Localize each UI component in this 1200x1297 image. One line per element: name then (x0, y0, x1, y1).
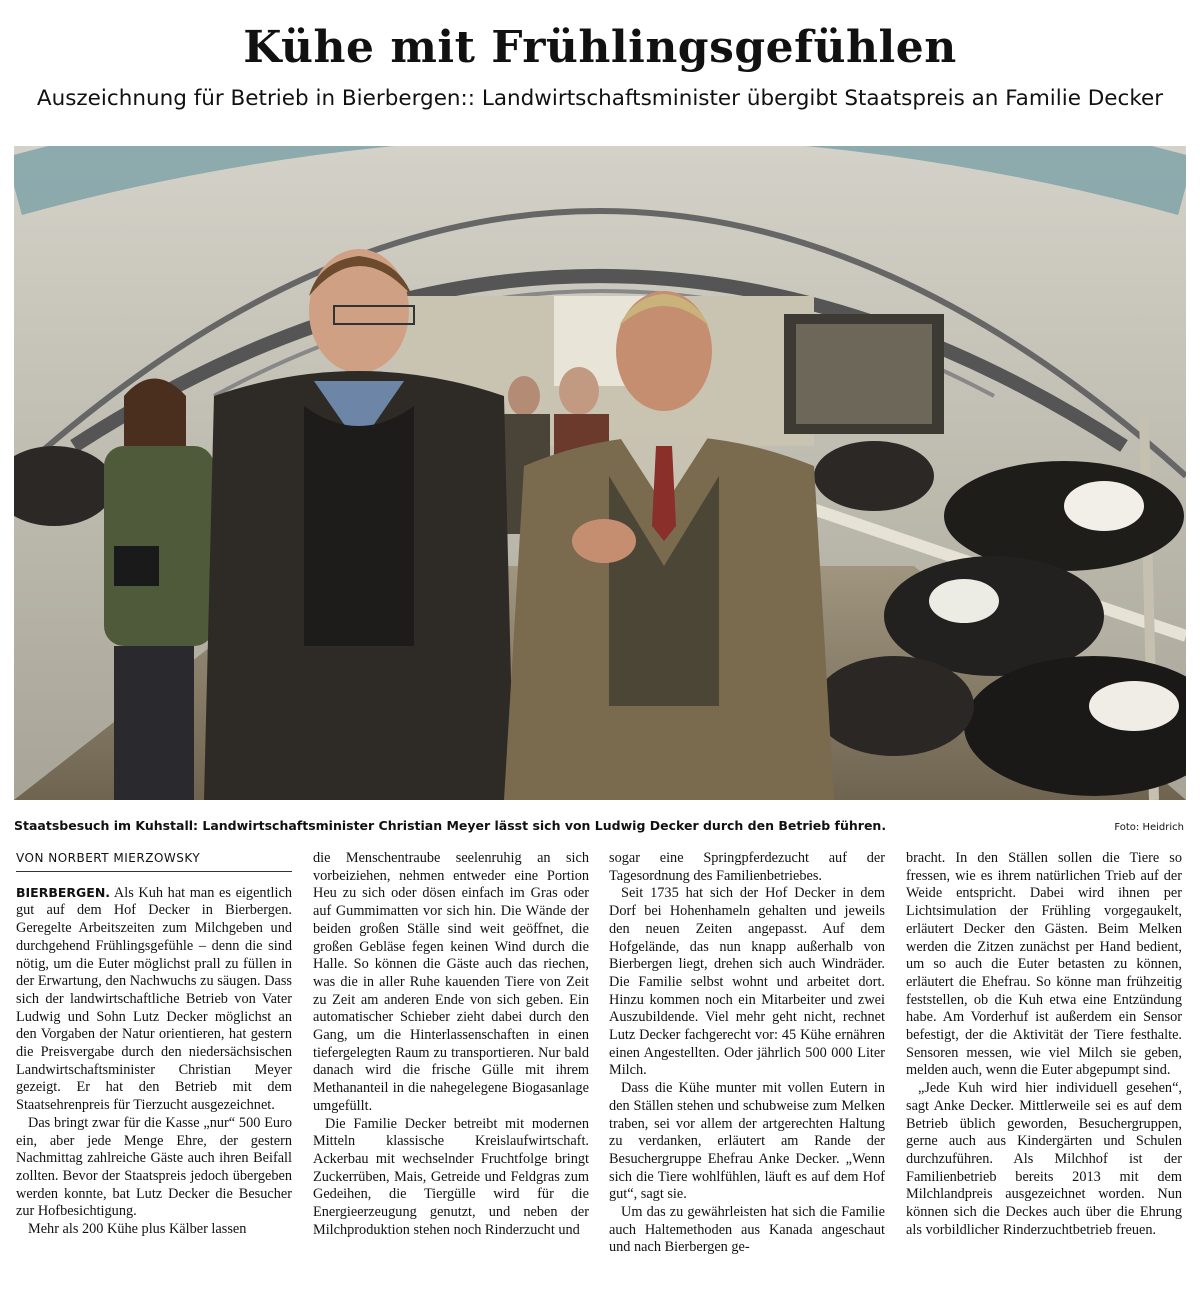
article-column-1 (16, 850, 292, 1239)
subheadline: Auszeichnung für Betrieb in Bierbergen:: Landwirtschaftsminister übergibt Staatspreis an Familie Decker (36, 86, 1164, 111)
decker-tie (652, 446, 676, 541)
paragraph: bracht. In den Ställen sollen die Tiere so fressen, wie es ihrem natürlichen Trieb auf der Weide entspricht. Dabei wird ihnen per Lichtsimulation der Frühling vorgegaukelt, erläutert Decker den Gästen. Beim Melken werden die Zitzen zunächst per Hand bedient, um so auch die Euter betasten zu können, erläutert die Ehefrau. So könne man frühzeitig feststellen, ob die Kuh etwa eine Entzündung habe. Am Vorderhuf ist außerdem ein Sensor befestigt, der die Aktivität der Tiere festhalte. Sensoren messen, wie viel Milch sie geben, melden auch, wenn die Euter abgepumpt sind. (906, 850, 1182, 1079)
fan-grille (796, 324, 932, 424)
person-head (559, 367, 599, 415)
cow-spot (1064, 481, 1144, 531)
decker-head (616, 291, 712, 411)
cow-spot (929, 579, 999, 623)
paragraph: Dass die Kühe munter mit vollen Eutern in den Ställen stehen und schubweise zum Melken traben, sei vor allem der artgerechten Haltung zu verdanken, erläutert am Rande der Besuchergruppe Ehefrau Anke Decker. „Wenn sich die Tiere wohlfühlen, läuft es auf dem Hof gut“, sagt sie. (609, 1080, 885, 1203)
cow (944, 461, 1184, 571)
cow-spot (1089, 681, 1179, 731)
paragraph: Um das zu gewährleisten hat sich die Familie auch Haltemethoden aus Kanada angeschaut und nach Bierbergen ge- (609, 1204, 885, 1256)
headline: Kühe mit Frühlingsgefühlen (243, 22, 957, 73)
minister-sweater (304, 406, 414, 646)
article-column-3 (609, 850, 885, 1257)
paragraph: Das bringt zwar für die Kasse „nur“ 500 Euro ein, aber jede Menge Ehre, der gestern Nachmittag zahlreiche Gäste auch ihren Beifall zollten. Bevor der Staatspreis jedoch übergeben werden konnte, bat Lutz Decker die Besucher zur Hofbesichtigung. (16, 1114, 292, 1220)
paragraph: Seit 1735 hat sich der Hof Decker in dem Dorf bei Hohenhameln gehalten und jeweils den neuen Zeiten angepasst. Auf dem Hofgelände, das nun knapp außerhalb von Bierbergen liegt, drehen sich auch Windräder. Die Familie selbst wohnt und arbeitet dort. Hinzu kommen noch ein Mitarbeiter und zwei Auszubildende. Viel mehr geht nicht, rechnet Lutz Decker fachgerecht vor: 45 Kühe ernähren einen Angestellten. Oder jährlich 500 000 Liter Milch. (609, 885, 885, 1079)
paragraph: sogar eine Springpferdezucht auf der Tagesordnung des Familienbetriebes. (609, 850, 885, 884)
woman-hair (124, 379, 186, 447)
person-head (508, 376, 540, 416)
paragraph-text: Als Kuh hat man es eigentlich gut auf dem Hof Decker in Bierbergen. Geregelte Arbeitszeiten zum Milchgeben und durchgehend Frühlingsgefühle – denn die sind nötig, um die Euter möglichst prall zu füllen in der Erwartung, den Nachwuchs zu säugen. Dass sich der landwirtschaftliche Betrieb von Vater Ludwig und Sohn Lutz Decker möglichst an den Vorgaben der Natur orientieren, hat gestern die Preisvergabe durch den niedersächsischen Landwirtschaftsminister Christian Meyer gezeigt. Er hat den Betrieb mit dem Staatsehrenpreis für Tierzucht ausgezeichnet. (16, 884, 292, 1114)
cow (814, 441, 934, 511)
byline: VON NORBERT MIERZOWSKY (16, 850, 292, 872)
photo-credit: Foto: Heidrich (1114, 822, 1184, 833)
woman-legs (114, 646, 194, 800)
article-column-4 (906, 850, 1182, 1239)
photo-illustration (14, 146, 1186, 800)
cow (814, 656, 974, 756)
photo-caption: Staatsbesuch im Kuhstall: Landwirtschaftsminister Christian Meyer lässt sich von Ludwig Decker durch den Betrieb führen. (14, 818, 887, 833)
paragraph: „Jede Kuh wird hier individuell gesehen“, sagt Anke Decker. Mittlerweile sei es auf dem Betrieb üblich geworden, Besuchergruppen, gerne auch aus Kindergärten und Schulen durchzuführen. Als Milchhof ist der Familienbetrieb bereits 2013 mit dem Milchlandpreis ausgezeichnet worden. Nun können sich die Deckes auch über die Ehrung als vorbildlicher Rinderzuchtbetrieb freuen. (906, 1080, 1182, 1238)
article-photo (14, 146, 1186, 800)
article-column-2 (313, 850, 589, 1239)
paragraph: Die Familie Decker betreibt mit modernen Mitteln klassische Kreislaufwirtschaft. Ackerbau mit wechselnder Fruchtfolge bringt Zuckerrüben, Mais, Getreide und Feldgras zum Gedeihen, die Tiergülle wird für die Energieerzeugung genutzt, und neben der Milchproduktion stehen noch Rinderzucht und (313, 1115, 589, 1238)
camera (114, 546, 159, 586)
paragraph (16, 884, 292, 1115)
paragraph: die Menschentraube seelenruhig an sich vorbeiziehen, nehmen entweder eine Portion Heu zu sich oder dösen einfach im Gras oder auf Gummimatten vor sich hin. Die Wände der beiden großen Ställe sind weit geöffnet, die großen Gebläse fegen keinen Wind durch die Halle. So können die Gäste auch das riechen, was die in aller Ruhe kauenden Tiere von Zeit zu Zeit am anderen Ende von sich geben. Ein automatischer Schieber zieht dabei durch den Gang, um die Hinterlassenschaften in einen tiefergelegten Raum zu transportieren. Nur bald danach wird die frische Gülle mit ihrem Methananteil in die nahegelegene Biogasanlage umgefüllt. (313, 850, 589, 1114)
minister-head (309, 249, 409, 373)
paragraph: Mehr als 200 Kühe plus Kälber lassen (28, 1221, 247, 1238)
dateline: BIERBERGEN. (16, 884, 111, 900)
decker-hand (572, 519, 636, 563)
